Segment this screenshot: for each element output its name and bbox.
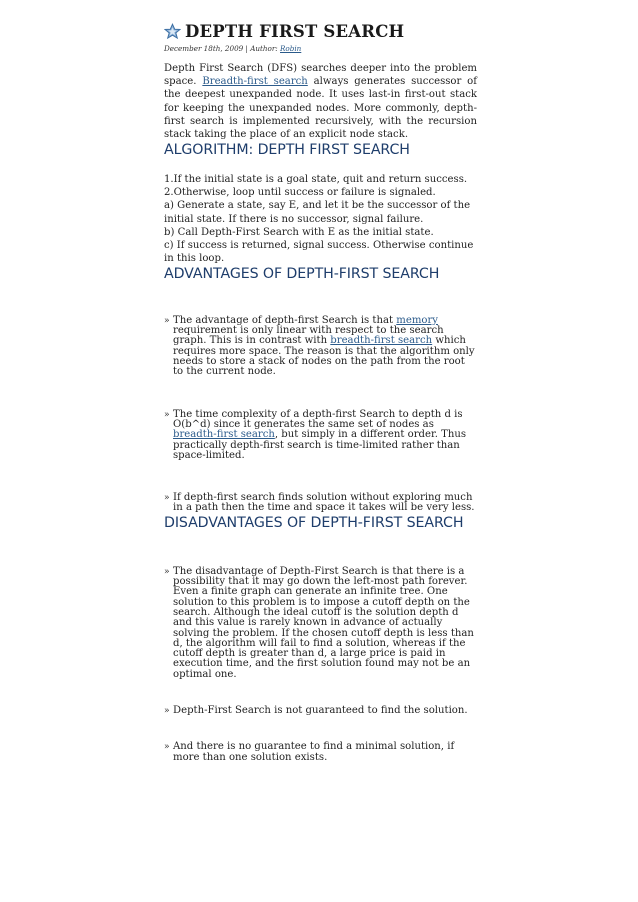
algorithm-heading: ALGORITHM: DEPTH FIRST SEARCH — [164, 142, 410, 159]
memory-link[interactable]: memory — [396, 314, 439, 326]
post-date: December 18th, 2009 | Author: — [164, 44, 281, 53]
algorithm-step: 2.Otherwise, loop until success or failure is signaled. — [164, 187, 436, 199]
advantages-heading: ADVANTAGES OF DEPTH-FIRST SEARCH — [164, 265, 440, 282]
bullet-marker: » — [164, 409, 170, 420]
advantage-text: The advantage of depth-first Search is that — [173, 314, 397, 326]
algorithm-step: 1.If the initial state is a goal state, quit and return success. — [164, 174, 468, 186]
post-header — [164, 20, 477, 42]
star-icon — [164, 23, 181, 40]
algorithm-steps — [164, 173, 477, 265]
disadvantage-text: Depth-First Search is not guaranteed to find the solution. — [173, 705, 468, 716]
disadvantage-item — [164, 706, 477, 716]
disadvantage-item — [164, 567, 477, 680]
breadth-first-search-link[interactable]: breadth-first search — [173, 429, 275, 441]
bullet-marker: » — [164, 742, 170, 753]
advantage-item — [164, 316, 477, 378]
bullet-marker: » — [164, 566, 170, 577]
bullet-marker: » — [164, 706, 170, 716]
advantage-text: , but simply in a different order. Thus practically depth-first search is time-limited rather than space-limited. — [173, 429, 467, 461]
advantage-text: which requires more space. The reason is that the algorithm only needs to store a stack of nodes on the path from the root to the current node. — [173, 335, 475, 378]
advantage-text: requirement is only linear with respect to the search graph. This is in contrast with — [173, 325, 444, 347]
disadvantage-text: The disadvantage of Depth-First Search is that there is a possibility that it may go down the left-most path forever. Even a finite graph can generate an infinite tree. One solution to this problem is to impose a cutoff depth on the search. Although the ideal cutoff is the solution depth d and this value is rarely known in advance of actually solving the problem. If the chosen cutoff depth is less than d, the algorithm will fail to find a solution, whereas if the cutoff depth is greater than d, a large price is paid in execution time, and the first solution found may not be an optimal one. — [173, 565, 474, 680]
algorithm-step: c) If success is returned, signal success. Otherwise continue in this loop. — [164, 239, 474, 264]
breadth-first-search-link[interactable]: Breadth-first search — [202, 76, 308, 88]
disadvantage-text: And there is no guarantee to find a minimal solution, if more than one solution exists. — [173, 741, 455, 763]
intro-text-1: Depth First Search (DFS) searches deeper into the problem space. — [164, 63, 477, 88]
advantage-text: If depth-first search finds solution without exploring much in a path then the time and space it takes will be very less. — [173, 492, 475, 514]
bullet-marker: » — [164, 315, 170, 326]
post-title: DEPTH FIRST SEARCH — [185, 21, 405, 41]
intro-paragraph — [164, 62, 477, 141]
author-link[interactable]: Robin — [280, 44, 302, 53]
breadth-first-search-link[interactable]: breadth-first search — [330, 335, 433, 347]
disadvantage-item — [164, 742, 477, 763]
algorithm-step: b) Call Depth-First Search with E as the initial state. — [164, 226, 434, 238]
algorithm-step: a) Generate a state, say E, and let it be the successor of the initial state. If there is no successor, signal failure. — [164, 200, 471, 225]
post-content — [164, 20, 477, 763]
disadvantages-heading: DISADVANTAGES OF DEPTH-FIRST SEARCH — [164, 514, 464, 531]
advantage-item — [164, 410, 477, 461]
post-meta — [164, 44, 477, 53]
intro-text-2: always generates successor of the deepest unexpanded node. It uses last-in first-out stack for keeping the unexpanded nodes. More commonly, depth-first search is implemented recursively, with the recursion stack taking the place of an explicit node stack. — [164, 76, 477, 141]
advantage-item — [164, 493, 477, 514]
bullet-marker: » — [164, 493, 170, 504]
advantage-text: The time complexity of a depth-first Search to depth d is O(b^d) since it generates the same set of nodes as — [173, 408, 463, 430]
